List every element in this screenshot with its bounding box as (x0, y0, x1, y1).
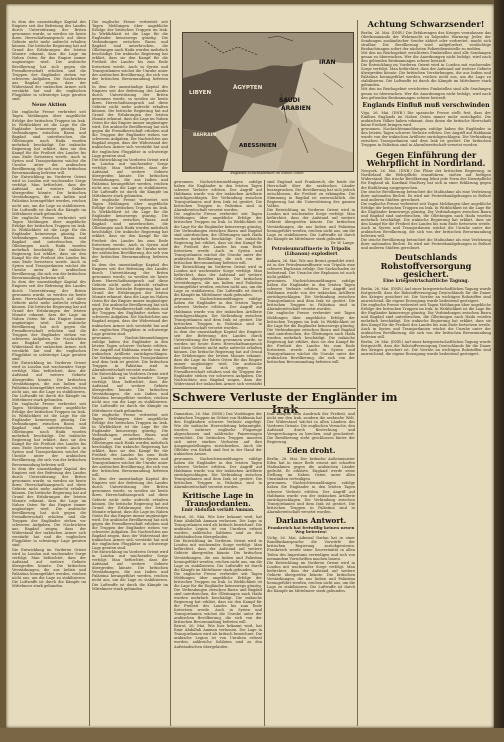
article-text: Die englische Presse verbreitet seit Tagen Meldungen über angebliche Erfolge der britischen Truppen im Irak. In Wirklichkeit ist die Lage für die Engländer keineswegs günstig. Die Verbindungen zwischen Basra und Bagdad sind unterbrochen, die Ölleitungen nach Haifa wurden mehrfach beschädigt. Die irakische Regierung hat erklärt, dass sie den Kampf für die Freiheit des Landes bis zum Ende fortsetzen werde. Auch in Syrien und Transjordanien wächst die Unruhe unter der arabischen Bevölkerung, die sich von der britischen Bevormundung befreien will. (361, 303, 491, 340)
article-text: Die englische Presse verbreitet seit Tagen Meldungen über angebliche Erfolge der britischen Truppen im Irak. In Wirklichkeit ist die Lage für die Engländer keineswegs günstig. Die Verbindungen zwischen Basra und Bagdad sind unterbrochen, die Ölleitungen nach Haifa wurden mehrfach beschädigt. Die irakische Regierung hat erklärt, dass sie den Kampf für die Freiheit des Landes bis zum Ende fortsetzen werde. Auch in Syrien und Transjordanien wächst die Unruhe unter der arabischen Bevölkerung, die sich von der britischen Bevormundung befreien will. (267, 311, 355, 365)
column-5a (174, 412, 262, 726)
article-text: Neuyork, 26. Mai. (DNB.) Die Pläne der britischen Regierung, in Nordirland die Wehrpflicht einzuführen, stoßen auf heftigen Widerstand. Die irische Bevölkerung lehnt jede Form der Dienstpflicht für England ab. Kardinal MacRory hat sich in einer Erklärung gegen die Einführung ausgesprochen. (361, 169, 491, 190)
article-text: Die Entwicklung im Vorderen Orient wird in London mit wachsender Sorge verfolgt. Man befürchtet, dass der Aufstand auf weitere Gebiete übergreifen könnte. Die britischen Verstärkungen, die aus Indien und Palästina herangeführt werden, reichen nicht aus, um die Lage zu stabilisieren. Die Luftwaffe ist durch die Kämpfe im Mittelmeer stark gebunden. (12, 175, 86, 216)
article-text: Die Entwicklung im Vorderen Orient wird in London mit wachsender Sorge verfolgt. Man befürchtet, dass der Aufstand auf weitere Gebiete übergreifen könnte. Die britischen Verstärkungen, die aus Indien und Palästina herangeführt werden, reichen nicht aus, um die Lage zu stabilisieren. Die Luftwaffe ist durch die Kämpfe im Mittelmeer stark gebunden. (12, 361, 86, 402)
article-text: In dem der unzuständige Kapital des Empires seit der Befreiung des Landes durch Unterstützung der Briten gewonnen wurde, so werden sie heute ihren Herrschaftsanspruch auf diese Gebiete nicht mehr aufrecht erhalten können. Die britische Regierung hat auf Grund der Erfahrungen der letzten Monate erkannt, dass die Lage im Nahen Osten für das Empire immer ungünstiger wird. Die arabische Bevölkerung hat sich gegen die Fremdherrschaft erhoben und die Truppen der Engländer stehen vor schweren Aufgaben. Die Nachrichten aus Bagdad zeigen, dass der Widerstand der irakischen Armee sich verstärkt hat und die englischen Flugplätze in schwierige Lage geraten sind. (92, 84, 168, 158)
headline-transjordanien: Kritische Lage in Transjordanien. (182, 490, 254, 508)
article-text: In dem der unzuständige Kapital des Empires seit der Befreiung des Landes durch Unterstützung der Briten gewonnen wurde, so werden sie heute ihren Herrschaftsanspruch auf diese Gebiete nicht mehr aufrecht erhalten können. Die britische Regierung hat auf Grund der Erfahrungen der letzten Monate erkannt, dass die Lage im Nahen Osten für das Empire immer ungünstiger wird. Die arabische Bevölkerung hat sich gegen die Fremdherrschaft erhoben und die Truppen der Engländer stehen vor schweren Aufgaben. Die Nachrichten aus Bagdad zeigen, dass der Widerstand der irakischen Armee sich verstärkt hat und die englischen Flugplätze in schwierige Lage geraten sind. (92, 477, 168, 551)
map-caption: Englands Schicksalsraum im Nahen Osten (230, 171, 304, 175)
article-text: gewonnen. Nachrichtenmeldungen zufolge haben die Engländer in den letzten Tagen schwere Verluste erlitten. Der Angriff auf Habbania wurde von der irakischen Artillerie zurückgeschlagen. Die Verbindung zwischen Transjordanien und dem Irak ist gestört. Die britischen Truppen in Palästina sind in Alarmbereitschaft versetzt worden. (92, 335, 168, 373)
column-rule (264, 180, 265, 386)
column-rule (264, 412, 265, 726)
article-text: Berlin, 26. Mai. (DNB.) Auf einer kriegswirtschaftlichen Tagung wurde festgestellt, dass die Rohstoffversorgung Deutschlands für die Dauer des Krieges gesichert ist. Die Vorräte an wichtigen Rohstoffen sind ausreichend, die eigene Erzeugung wurde bedeutend gesteigert. (361, 339, 491, 356)
column-3a (174, 180, 262, 386)
article-text: Die Entwicklung im Vorderen Orient wird in London mit wachsender Sorge verfolgt. Man befürchtet, dass der Aufstand auf weitere Gebiete übergreifen könnte. Die britischen Verstärkungen, die aus Indien und Palästina herangeführt werden, reichen nicht aus, um die Lage zu stabilisieren. Die Luftwaffe ist durch die Kämpfe im Mittelmeer stark gebunden. (92, 550, 168, 591)
headline-rule-top (172, 388, 356, 389)
map-label-iran: IRAN (319, 59, 336, 66)
article-text: gewonnen. Nachrichtenmeldungen zufolge haben die Engländer in den letzten Tagen schwere Verluste erlitten. Der Angriff auf Habbania wurde von der irakischen Artillerie zurückgeschlagen. Die Verbindung zwischen Transjordanien und dem Irak ist gestört. Die britischen Truppen in Palästina sind in Alarmbereitschaft versetzt worden. (174, 456, 262, 489)
map-drawing (183, 33, 353, 171)
headline-wehrpflicht: Gegen Einführung der Wehrpflicht in Nordirland. (366, 149, 486, 168)
article-text: Die Entwicklung im Vorderen Orient wird in London mit wachsender Sorge verfolgt. Man befürchtet, dass der Aufstand auf weitere Gebiete übergreifen könnte. Die britischen Verstärkungen, die aus Indien und Palästina herangeführt werden, reichen nicht aus, um die Lage zu stabilisieren. Die Luftwaffe ist durch die Kämpfe im Mittelmeer stark gebunden. (92, 157, 168, 199)
article-text: Die englische Presse verbreitet seit Tagen Meldungen über angebliche Erfolge der britischen Truppen im Irak. In Wirklichkeit ist die Lage für die Engländer keineswegs günstig. Die Verbindungen zwischen Basra und Bagdad sind unterbrochen, die Ölleitungen nach Haifa wurden mehrfach beschädigt. Die irakische Regierung hat erklärt, dass sie den Kampf für die Freiheit des Landes bis zum Ende fortsetzen werde. Auch in Syrien und Transjordanien wächst die Unruhe unter der arabischen Bevölkerung, die sich von der britischen Bevormundung befreien will. (92, 198, 168, 263)
column-3b (267, 180, 355, 386)
article-text: sind England und Frankreich, die beide die Herrschaft über die arabischen Länder beanspruchen. Die Bevölkerung hat sich jedoch entschlossen, die Freiheit zu erkämpfen. Die Stimmung in Bagdad ist zuversichtlich, die Regierung hat die Unterstützung des ganzen Volkes. (267, 180, 355, 209)
article-text: Die englische Presse verbreitet seit Tagen Meldungen über angebliche Erfolge der britischen Truppen im Irak. In Wirklichkeit ist die Lage für die Engländer keineswegs günstig. Die Verbindungen zwischen Basra und Bagdad sind unterbrochen, die Ölleitungen nach Haifa wurden mehrfach beschädigt. Die irakische Regierung hat erklärt, dass sie den Kampf für die Freiheit des Landes bis zum Ende fortsetzen werde. Auch in Syrien und Transjordanien wächst die Unruhe unter der arabischen Bevölkerung, die sich von der britischen Bevormundung befreien will. (174, 571, 262, 625)
headline-eden-droht: Eden droht. (286, 446, 336, 456)
article-text: gewonnen. Nachrichtenmeldungen zufolge haben die Engländer in den letzten Tagen schwere Verluste erlitten. Der Angriff auf Habbania wurde von der irakischen Artillerie zurückgeschlagen. Die Verbindung zwischen Transjordanien und dem Irak ist gestört. Die britischen Truppen in Palästina sind in Alarmbereitschaft versetzt worden. (361, 127, 491, 148)
article-text: Die englische Presse verbreitet seit Tagen Meldungen über angebliche Erfolge der britischen Truppen im Irak. In Wirklichkeit ist die Lage für die Engländer keineswegs günstig. Die Verbindungen zwischen Basra und Bagdad sind unterbrochen, die Ölleitungen nach Haifa wurden mehrfach beschädigt. Die irakische Regierung hat erklärt, dass sie den Kampf für die Freiheit des Landes bis zum Ende fortsetzen werde. Auch in Syrien und Transjordanien wächst die Unruhe unter der arabischen Bevölkerung, die sich von der britischen Bevormundung befreien will. (174, 212, 262, 265)
article-text: Die englische Presse verbreitet seit Tagen Meldungen über angebliche Erfolge der britischen Truppen im Irak. In Wirklichkeit ist die Lage für die Engländer keineswegs günstig. Die Verbindungen zwischen Basra und Bagdad sind unterbrochen, die Ölleitungen nach Haifa wurden mehrfach beschädigt. Die irakische Regierung hat erklärt, dass sie den Kampf für die Freiheit des Landes bis zum Ende fortsetzen werde. Auch in Syrien und Transjordanien wächst die Unruhe unter der arabischen Bevölkerung, die sich von der britischen Bevormundung befreien will. (92, 412, 168, 478)
subheading-tagung: Eine kriegswirtschaftliche Tagung. (382, 279, 470, 285)
section-heading: Petroleumraffinerie in Tripolis (Libanon) explodiert (271, 246, 351, 257)
page-edge-shadow (494, 0, 504, 742)
article-text: gewonnen. Nachrichtenmeldungen zufolge haben die Engländer in den letzten Tagen schwere Verluste erlitten. Der Angriff auf Habbania wurde von der irakischen Artillerie zurückgeschlagen. Die Verbindung zwischen Transjordanien und dem Irak ist gestört. Die britischen Truppen in Palästina sind in Alarmbereitschaft versetzt worden. (174, 180, 262, 213)
headline-rohstoffversorgung: Deutschlands Rohstoffversorgung gesichert. (380, 252, 472, 280)
article-text: Irak kämpfte zum Ausdruck der Freiheit, und nicht nur den Irak, sondern die arabische Welt. Der Widerstand wächst in allen Ländern des Vorderen Orients. Die englischen Versuche, den Aufstand durch Bestechung und Versprechungen zu brechen, sind gescheitert. Die Bevölkerung steht geschlossen hinter der Regierung. (267, 412, 355, 445)
article-text: Die englische Presse verbreitet seit Tagen Meldungen über angebliche Erfolge der britischen Truppen im Irak. In Wirklichkeit ist die Lage für die Engländer keineswegs günstig. Die Verbindungen zwischen Basra und Bagdad sind unterbrochen, die Ölleitungen nach Haifa wurden mehrfach beschädigt. Die irakische Regierung hat erklärt, dass sie den Kampf für die Freiheit des Landes bis zum Ende fortsetzen werde. Auch in Syrien und Transjordanien wächst die Unruhe unter der arabischen Bevölkerung, die sich von der britischen Bevormundung befreien will. (92, 20, 168, 85)
newspaper-page (6, 4, 494, 728)
article-text: In dem der unzuständige Kapital des Empires seit der Befreiung des Landes durch Unterstützung der Briten gewonnen wurde, so werden sie heute ihren Herrschaftsanspruch auf diese Gebiete nicht mehr aufrecht erhalten können. Die britische Regierung hat auf Grund der Erfahrungen der letzten Monate erkannt, dass die Lage im Nahen Osten für das Empire immer ungünstiger wird. Die arabische Bevölkerung hat sich gegen die Fremdherrschaft erhoben und die Truppen der Engländer stehen vor schweren Aufgaben. Die Nachrichten aus Bagdad zeigen, dass der Widerstand der irakischen Armee sich verstärkt hat und die englischen Flugplätze in schwierige Lage geraten sind. (12, 466, 86, 548)
page-bottom-strip (0, 728, 504, 742)
article-text: Berlin, 26. Mai. Der britische Außenminister Eden hat in einer Rede erneut mit scharfen Maßnahmen gegen die arabischen Länder gedroht. Er erklärte, England werde seine Stellung im Nahen Osten unter allen Umständen verteidigen. (267, 457, 355, 482)
article-text: Beirut, 26. Mai. Wie hier bekannt wird, hat Emir Abdullah Amman verlassen. Die Lage in Transjordanien wird als kritisch bezeichnet. Die arabische Legion ist von Unruhen erfasst worden, zahlreiche Soldaten sind zu den Aufständischen übergelaufen. (174, 624, 262, 649)
map-label-libyen: LIBYEN (189, 90, 212, 96)
column-1 (12, 20, 86, 726)
article-text: Die Entwicklung im Vorderen Orient wird in London mit wachsender Sorge verfolgt. Man befürchtet, dass der Aufstand auf weitere Gebiete übergreifen könnte. Die britischen Verstärkungen, die aus Indien und Palästina herangeführt werden, reichen nicht aus, um die Lage zu stabilisieren. Die Luftwaffe ist durch die Kämpfe im Mittelmeer stark gebunden. (267, 560, 355, 593)
article-text: Beirut, 26. Mai. Wie hier bekannt wird, hat Emir Abdullah Amman verlassen. Die Lage in Transjordanien wird als kritisch bezeichnet. Die arabische Legion ist von Unruhen erfasst worden, zahlreiche Soldaten sind zu den Aufständischen übergelaufen. (174, 515, 262, 540)
article-text: Die irische Bevölkerung betrachtet die Maßnahme als eine Verletzung ihrer nationalen Rechte. Es wird mit Protestkundgebungen in Belfast und anderen Städten gerechnet. (361, 238, 491, 251)
article-text: In dem der unzuständige Kapital des Empires seit der Befreiung des Landes durch Unterstützung der Briten gewonnen wurde, so werden sie heute ihren Herrschaftsanspruch auf diese Gebiete nicht mehr aufrecht erhalten können. Die britische Regierung hat auf Grund der Erfahrungen der letzten Monate erkannt, dass die Lage im Nahen Osten für das Empire immer ungünstiger wird. Die arabische Bevölkerung hat sich gegen die Fremdherrschaft erhoben und die Truppen der Engländer stehen vor schweren Aufgaben. Die Nachrichten aus Bagdad zeigen, dass der Widerstand der irakischen Armee sich verstärkt (174, 329, 262, 386)
article-text: gewonnen. Nachrichtenmeldungen zufolge haben die Engländer in den letzten Tagen schwere Verluste erlitten. Der Angriff auf Habbania wurde von der irakischen Artillerie zurückgeschlagen. Die Verbindung zwischen Transjordanien und dem Irak ist gestört. Die britischen Truppen in Palästina sind in Alarmbereitschaft versetzt worden. (267, 481, 355, 514)
article-text: Die Entwicklung im Vorderen Orient wird in London mit wachsender Sorge verfolgt. Man befürchtet, dass der Aufstand auf weitere Gebiete übergreifen könnte. Die britischen Verstärkungen, die aus Indien und Palästina herangeführt werden, reichen nicht aus, um die Lage zu stabilisieren. Die Luftwaffe ist durch die Kämpfe im Mittelmeer stark gebunden. (361, 63, 491, 88)
main-headline: Schwere Verluste der Engländer im Irak (172, 390, 398, 416)
headline-schwarzsender: Achtung Schwarzsender! (367, 20, 485, 29)
headline-darlans-antwort: Darlans Antwort. (275, 515, 347, 525)
article-text: Damaskus, 26. Mai. (DNB.) Das Vordringen der irakischen Truppen im Gebiet von Habbania hat den Engländern schwere Verluste zugefügt. Wie die irakische Heeresleitung bekanntgibt, wurden mehrere englische Flugzeuge abgeschossen und zahlreiche Panzerwagen vernichtet. Die britischen Truppen mussten sich unter starken Verlusten auf ihre Ausgangsstellungen zurückziehen. Auch die Ölfelder von Kirkuk sind fest in der Hand der irakischen Armee. (174, 412, 262, 457)
article-text: gewonnen. Nachrichtenmeldungen zufolge haben die Engländer in den letzten Tagen schwere Verluste erlitten. Der Angriff auf Habbania wurde von der irakischen Artillerie zurückgeschlagen. Die Verbindung zwischen Transjordanien und dem Irak ist gestört. Die britischen Truppen in Palästina sind in Alarmbereitschaft versetzt worden. (267, 279, 355, 312)
headline-rule-bottom (172, 408, 356, 409)
article-text: gewonnen. Nachrichtenmeldungen zufolge haben die Engländer in den letzten Tagen schwere Verluste erlitten. Der Angriff auf Habbania wurde von der irakischen Artillerie zurückgeschlagen. Die Verbindung zwischen Transjordanien und dem Irak ist gestört. Die britischen Truppen in Palästina sind in Alarmbereitschaft versetzt worden. (174, 297, 262, 330)
article-text: Ankara, 26. Mai. Wie aus Beirut gemeldet wird, ist in der Petroleumraffinerie von Tripolis eine schwere Explosion erfolgt. Der Sachschaden ist bedeutend. Die Ursache der Explosion ist noch nicht geklärt. (267, 258, 355, 280)
article-text: Mit den im Reichsgebiet errichteten Funkstellen sind alle Sendungen genau zu überwachen. Wer die Anordnungen nicht befolgt, wird nach den geltenden Bestimmungen schwer bestraft. (361, 87, 491, 100)
column-5b (267, 412, 355, 726)
article-text: Berlin, 26. Mai. (DNB.) Die Erfahrungen des Krieges veranlassen das Oberkommando der Wehrmacht zu folgender Warnung: Jeder, der Sendungen ausländischer Sender abhört oder verbreitet, macht sich strafbar. Die Bevölkerung wird aufgefordert, verdächtige Beobachtungen sofort der nächsten Polizeidienststelle zu melden. (361, 30, 491, 51)
article-text: Die Entwicklung im Vorderen Orient wird in London mit wachsender Sorge verfolgt. Man befürchtet, dass der Aufstand auf weitere Gebiete übergreifen könnte. Die britischen Verstärkungen, die aus Indien und Palästina herangeführt werden, reichen nicht aus, um die Lage zu stabilisieren. Die Luftwaffe ist durch die Kämpfe im Mittelmeer stark gebunden. (174, 539, 262, 572)
article-text: Die englische Presse verbreitet seit Tagen Meldungen über angebliche Erfolge der britischen Truppen im Irak. In Wirklichkeit ist die Lage für die Engländer keineswegs günstig. Die Verbindungen zwischen Basra und Bagdad sind unterbrochen, die Ölleitungen nach Haifa wurden mehrfach beschädigt. Die irakische Regierung hat erklärt, dass sie den Kampf für die Freiheit des Landes bis zum Ende fortsetzen werde. Auch in Syrien und Transjordanien wächst die Unruhe unter der arabischen Bevölkerung, die sich von der britischen Bevormundung befreien will. (361, 201, 491, 239)
map-label-saudi: SAUDI (279, 97, 300, 104)
article-text: Mit den im Reichsgebiet errichteten Funkstellen sind alle Sendungen genau zu überwachen. Wer die Anordnungen nicht befolgt, wird nach den geltenden Bestimmungen schwer bestraft. (361, 51, 491, 64)
article-text: Die irische Bevölkerung betrachtet die Maßnahme als eine Verletzung ihrer nationalen Rechte. Es wird mit Protestkundgebungen in Belfast und anderen Städten gerechnet. (361, 189, 491, 202)
article-text: Vigo, 26. Mai. (DNB.) Die spanische Presse stellt fest, dass der Einfluss Englands im Nahen Osten immer mehr zurückgeht. Die arabischen Völker haben erkannt, dass ihnen die britische Herrschaft keine Freiheit bringen wird. (361, 111, 491, 128)
article-text: Die englische Presse verbreitet seit Tagen Meldungen über angebliche Erfolge der britischen Truppen im Irak. In Wirklichkeit ist die Lage für die Engländer keineswegs günstig. Die Verbindungen zwischen Basra und Bagdad sind unterbrochen, die Ölleitungen nach Haifa wurden mehrfach beschädigt. Die irakische Regierung hat erklärt, dass sie den Kampf für die Freiheit des Landes bis zum Ende fortsetzen werde. Auch in Syrien und Transjordanien wächst die Unruhe unter der arabischen Bevölkerung, die sich von der britischen Bevormundung befreien will. (12, 215, 86, 281)
subheading-frankreich: Frankreich hat freiwillig keinen neuen Weg betreten! (267, 524, 355, 534)
article-text: Die englische Presse verbreitet seit Tagen Meldungen über angebliche Erfolge der britischen Truppen im Irak. In Wirklichkeit ist die Lage für die Engländer keineswegs günstig. Die Verbindungen zwischen Basra und Bagdad sind unterbrochen, die Ölleitungen nach Haifa wurden mehrfach beschädigt. Die irakische Regierung hat erklärt, dass sie den Kampf für die Freiheit des Landes bis zum Ende fortsetzen werde. Auch in Syrien und Transjordanien wächst die Unruhe unter der arabischen Bevölkerung, die sich von der britischen Bevormundung befreien will. (12, 401, 86, 467)
map-label-aegypten: ÄGYPTEN (233, 85, 263, 91)
article-text: Berlin, 26. Mai. (DNB.) Auf einer kriegswirtschaftlichen Tagung wurde festgestellt, dass die Rohstoffversorgung Deutschlands für die Dauer des Krieges gesichert ist. Die Vorräte an wichtigen Rohstoffen sind ausreichend, die eigene Erzeugung wurde bedeutend gesteigert. (361, 286, 491, 304)
subheading-abdullah: Emir Abdullah verläßt Amman. (181, 507, 255, 513)
article-text: Vichy, 26. Mai. Admiral Darlan hat in einer Rundfunkansprache die Vorwürfe der britischen Regierung zurückgewiesen. Frankreich werde seine Souveränität in allen Teilen des Imperiums verteidigen und sich von niemandem Vorschriften machen lassen. (267, 536, 355, 561)
column-2 (92, 20, 168, 726)
column-rule (170, 20, 171, 726)
column-rule (357, 20, 358, 726)
article-text: Die englische Presse verbreitet seit Tagen Meldungen über angebliche Erfolge der britischen Truppen im Irak. In Wirklichkeit ist die Lage für die Engländer keineswegs günstig. Die Verbindungen zwischen Basra und Bagdad sind unterbrochen, die Ölleitungen nach Haifa wurden mehrfach beschädigt. Die irakische Regierung hat erklärt, dass sie den Kampf für die Freiheit des Landes bis zum Ende fortsetzen werde. Auch in Syrien und Transjordanien wächst die Unruhe unter der arabischen Bevölkerung, die sich von der britischen Bevormundung befreien will. (12, 110, 86, 176)
article-text: Die Entwicklung im Vorderen Orient wird in London mit wachsender Sorge verfolgt. Man befürchtet, dass der Aufstand auf weitere Gebiete übergreifen könnte. Die britischen Verstärkungen, die aus Indien und Palästina herangeführt werden, reichen nicht aus, um die Lage zu stabilisieren. Die Luftwaffe ist durch die Kämpfe im Mittelmeer stark gebunden. (12, 547, 86, 588)
article-text: Die Entwicklung im Vorderen Orient wird in London mit wachsender Sorge verfolgt. Man befürchtet, dass der Aufstand auf weitere Gebiete übergreifen könnte. Die britischen Verstärkungen, die aus Indien und Palästina herangeführt werden, reichen nicht aus, um die Lage zu stabilisieren. Die Luftwaffe ist durch die Kämpfe im Mittelmeer stark gebunden. (174, 264, 262, 298)
article-text: In dem der unzuständige Kapital des Empires seit der Befreiung des Landes durch Unterstützung der Briten gewonnen wurde, so werden sie heute ihren Herrschaftsanspruch auf diese Gebiete nicht mehr aufrecht erhalten können. Die britische Regierung hat auf Grund der Erfahrungen der letzten Monate erkannt, dass die Lage im Nahen Osten für das Empire immer ungünstiger wird. Die arabische Bevölkerung hat sich gegen die Fremdherrschaft erhoben und die Truppen der Engländer stehen vor schweren Aufgaben. Die Nachrichten aus Bagdad zeigen, dass der Widerstand der irakischen Armee sich verstärkt hat und die englischen Flugplätze in schwierige Lage geraten sind. (12, 20, 86, 101)
section-heading: Neue Aktion (31, 101, 67, 108)
article-text: Die Entwicklung im Vorderen Orient wird in London mit wachsender Sorge verfolgt. Man befürchtet, dass der Aufstand auf weitere Gebiete übergreifen könnte. Die britischen Verstärkungen, die aus Indien und Palästina herangeführt werden, reichen nicht aus, um die Lage zu stabilisieren. Die Luftwaffe ist durch die Kämpfe im Mittelmeer stark gebunden. (267, 208, 355, 241)
map-label-bahrain: BAHRAIN (193, 133, 217, 138)
article-text: Die Entwicklung im Vorderen Orient wird in London mit wachsender Sorge verfolgt. Man befürchtet, dass der Aufstand auf weitere Gebiete übergreifen könnte. Die britischen Verstärkungen, die aus Indien und Palästina herangeführt werden, reichen nicht aus, um die Lage zu stabilisieren. Die Luftwaffe ist durch die Kämpfe im Mittelmeer stark gebunden. (92, 372, 168, 413)
middle-east-map (182, 32, 354, 172)
byline: Dr. W. Lange. (330, 240, 355, 245)
headline-englands-einfluss: Englands Einfluß muß verschwinden (362, 101, 490, 109)
column-rule (89, 20, 90, 726)
map-label-arabien: ARABIEN (281, 105, 311, 112)
column-4 (361, 20, 491, 726)
map-label-abessinien: ABESSINIEN (239, 143, 277, 149)
article-text: In dem der unzuständige Kapital des Empires seit der Befreiung des Landes durch Unterstützung der Briten gewonnen wurde, so werden sie heute ihren Herrschaftsanspruch auf diese Gebiete nicht mehr aufrecht erhalten können. Die britische Regierung hat auf Grund der Erfahrungen der letzten Monate erkannt, dass die Lage im Nahen Osten für das Empire immer ungünstiger wird. Die arabische Bevölkerung hat sich gegen die Fremdherrschaft erhoben und die Truppen der Engländer stehen vor schweren Aufgaben. Die Nachrichten aus Bagdad zeigen, dass der Widerstand der irakischen Armee sich verstärkt hat und die englischen Flugplätze in schwierige Lage geraten sind. (12, 280, 86, 362)
article-text: In dem der unzuständige Kapital des Empires seit der Befreiung des Landes durch Unterstützung der Briten gewonnen wurde, so werden sie heute ihren Herrschaftsanspruch auf diese Gebiete nicht mehr aufrecht erhalten können. Die britische Regierung hat auf Grund der Erfahrungen der letzten Monate erkannt, dass die Lage im Nahen Osten für das Empire immer ungünstiger wird. Die arabische Bevölkerung hat sich gegen die Fremdherrschaft erhoben und die Truppen der Engländer stehen vor schweren Aufgaben. Die Nachrichten aus Bagdad zeigen, dass der Widerstand der irakischen Armee sich verstärkt hat und die englischen Flugplätze in schwierige Lage geraten sind. (92, 262, 168, 336)
